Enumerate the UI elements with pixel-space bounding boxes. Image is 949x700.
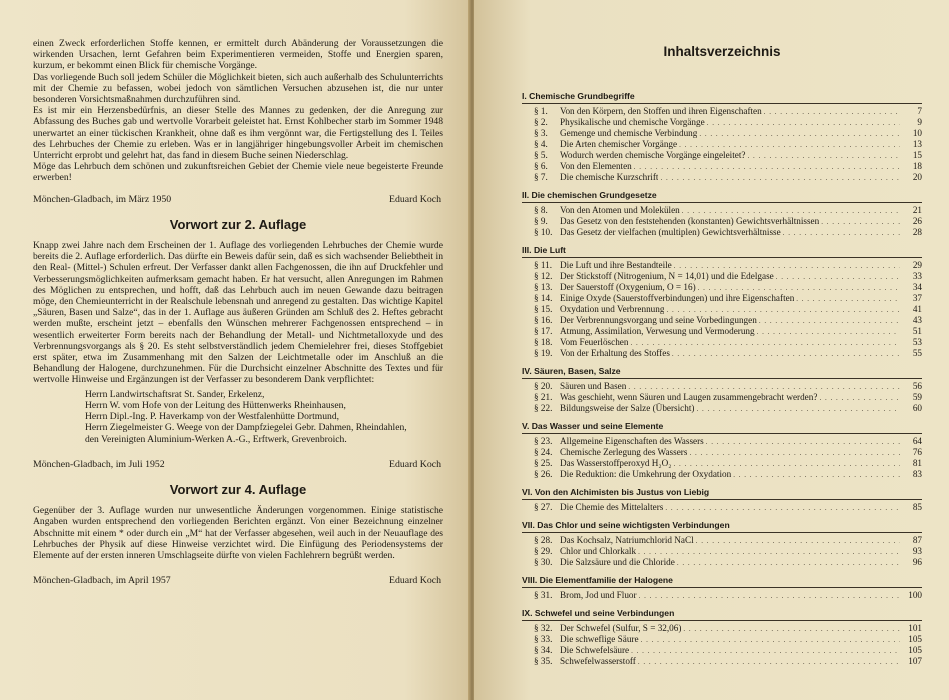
toc-leader-dots: [673, 459, 900, 469]
toc-entry-title: Die Luft und ihre Bestandteile: [560, 260, 672, 270]
toc-entry[interactable]: [522, 293, 922, 304]
toc-entry[interactable]: [522, 502, 922, 513]
toc-entry-page: 55: [912, 348, 922, 358]
toc-entry-title: Brom, Jod und Fluor: [560, 590, 637, 600]
toc-entry-number: § 16.: [534, 315, 553, 325]
toc-entry-number: § 22.: [534, 403, 553, 413]
toc-sections: [522, 91, 922, 667]
toc-leader-dots: [748, 151, 901, 161]
toc-section-rule: [522, 620, 922, 621]
toc-entry-title: Das Gesetz der vielfachen (multiplen) Gewichtsverhältnisse: [560, 227, 781, 237]
preface-paragraph: Möge das Lehrbuch dem schönen und zukunftsreichen Gebiet der Chemie viele neue begeisterte Freunde erwerben!: [33, 161, 443, 184]
toc-leader-dots: [672, 349, 900, 359]
toc-entry[interactable]: [522, 348, 922, 359]
place-date: Mönchen-Gladbach, im März 1950: [33, 193, 172, 205]
toc-entry-title: Die Salzsäure und die Chloride: [560, 557, 675, 567]
toc-leader-dots: [699, 129, 900, 139]
toc-entry-title: Die Schwefelsäure: [560, 645, 630, 655]
toc-entry-number: § 6.: [534, 161, 548, 171]
preface-paragraph: einen Zweck erforderlichen Stoffe kennen, er ermittelt durch Abänderung der Voraussetzungen die wirkenden Ursachen, lernt Gefahren beim Experimentieren vermeiden, Stoffe und Energien sparen, kurzum, er bekommt einen Blick für chemische Vorgänge.: [33, 38, 443, 72]
toc-section-title: I. Chemische Grundbegriffe: [522, 91, 635, 101]
toc-leader-dots: [639, 591, 900, 601]
toc-leader-dots: [638, 547, 900, 557]
left-page: [0, 0, 470, 700]
toc-entry-page: 9: [917, 117, 922, 127]
toc-leader-dots: [634, 162, 900, 172]
toc-entry-number: § 23.: [534, 436, 553, 446]
toc-entry[interactable]: [522, 645, 922, 656]
toc-leader-dots: [660, 173, 900, 183]
toc-entry-page: 18: [912, 161, 922, 171]
toc-entry-page: 15: [912, 150, 922, 160]
toc-section-title: VIII. Die Elementfamilie der Halogene: [522, 575, 673, 585]
toc-section-rule: [522, 378, 922, 379]
toc-section: [522, 190, 922, 238]
toc-entry-title: Der Schwefel (Sulfur, S = 32,06): [560, 623, 682, 633]
toc-entry-page: 29: [912, 260, 922, 270]
toc-section-title: V. Das Wasser und seine Elemente: [522, 421, 664, 431]
toc-entry-page: 51: [912, 326, 922, 336]
toc-entry-page: 85: [912, 502, 922, 512]
toc-section: [522, 421, 922, 480]
toc-entry-title: Chemische Zerlegung des Wassers: [560, 447, 688, 457]
toc-section-rule: [522, 433, 922, 434]
preface-paragraph: Das vorliegende Buch soll jedem Schüler die Möglichkeit bieten, sich auch außerhalb des Schulunterrichts mit der Chemie zu befassen, wobei jedoch von sämtlichen Versuchen abzusehen ist, die nur unter besonderen Vorsichtsmaßnahmen durchzuführen sind.: [33, 71, 443, 106]
toc-leader-dots: [698, 283, 900, 293]
acknowledgement-item: den Vereinigten Aluminium-Werken A.-G., Erftwerk, Grevenbroich.: [85, 433, 347, 445]
toc-section-title: VI. Von den Alchimisten bis Justus von Liebig: [522, 487, 710, 497]
toc-entry-number: § 2.: [534, 117, 548, 127]
toc-entry-title: Was geschieht, wenn Säuren und Laugen zusammengebracht werden?: [560, 392, 818, 402]
toc-entry-page: 96: [912, 557, 922, 567]
toc-entry-page: 81: [912, 458, 922, 468]
toc-leader-dots: [638, 657, 900, 667]
signature-line: [33, 459, 443, 470]
toc-leader-dots: [706, 437, 900, 447]
toc-entry-number: § 29.: [534, 546, 553, 556]
toc-section-title: IV. Säuren, Basen, Salze: [522, 366, 621, 376]
toc-entry-number: § 14.: [534, 293, 553, 303]
toc-entry-page: 64: [912, 436, 922, 446]
toc-entry-number: § 3.: [534, 128, 548, 138]
toc-entry-number: § 25.: [534, 458, 553, 468]
toc-entry[interactable]: [522, 128, 922, 139]
toc-leader-dots: [759, 316, 900, 326]
toc-entry-title: Allgemeine Eigenschaften des Wassers: [560, 436, 704, 446]
toc-entry-page: 76: [912, 447, 922, 457]
acknowledgement-item: Herrn Dipl.-Ing. P. Haverkamp von der Westfalenhütte Dortmund,: [85, 411, 340, 423]
toc-entry-number: § 31.: [534, 590, 553, 600]
toc-title: Inhaltsverzeichnis: [663, 44, 781, 59]
toc-leader-dots: [665, 503, 900, 513]
toc-entry-number: § 11.: [534, 260, 553, 270]
toc-entry-page: 43: [912, 315, 922, 325]
toc-entry-title: Von den Atomen und Molekülen: [560, 205, 680, 215]
toc-leader-dots: [679, 140, 900, 150]
toc-entry-number: § 28.: [534, 535, 553, 545]
toc-entry-page: 101: [908, 623, 922, 633]
toc-section-rule: [522, 103, 922, 104]
toc-entry-title: Wodurch werden chemische Vorgänge eingeleitet?: [560, 150, 746, 160]
toc-entry[interactable]: [522, 227, 922, 238]
toc-entry[interactable]: [522, 623, 922, 634]
toc-entry-number: § 5.: [534, 150, 548, 160]
toc-entry-title: Von den Elementen: [560, 161, 632, 171]
toc-section-title: III. Die Luft: [522, 245, 566, 255]
toc-leader-dots: [674, 261, 900, 271]
toc-entry-number: § 24.: [534, 447, 553, 457]
toc-entry-title: Der Verbrennungsvorgang und seine Vorbedingungen: [560, 315, 757, 325]
toc-leader-dots: [757, 327, 900, 337]
toc-section: [522, 575, 922, 601]
toc-section: [522, 520, 922, 568]
author-signature: Eduard Koch: [389, 193, 441, 205]
toc-entry-number: § 9.: [534, 216, 548, 226]
acknowledgement-list: [33, 389, 443, 445]
toc-entry-page: 26: [912, 216, 922, 226]
toc-section-rule: [522, 587, 922, 588]
toc-entry-page: 7: [917, 106, 922, 116]
toc-entry-page: 83: [912, 469, 922, 479]
toc-entry-title: Bildungsweise der Salze (Übersicht): [560, 403, 695, 413]
toc-leader-dots: [631, 646, 900, 656]
toc-entry[interactable]: [522, 326, 922, 337]
toc-entry-title: Die Arten chemischer Vorgänge: [560, 139, 678, 149]
toc-entry-number: § 34.: [534, 645, 553, 655]
toc-entry[interactable]: [522, 337, 922, 348]
toc-entry-title: Die schweflige Säure: [560, 634, 639, 644]
toc-entry-page: 56: [912, 381, 922, 391]
preface-heading-4th-edition: Vorwort zur 4. Auflage: [169, 481, 307, 497]
toc-section: [522, 487, 922, 513]
toc-leader-dots: [682, 206, 900, 216]
toc-leader-dots: [819, 393, 900, 403]
toc-entry[interactable]: [522, 535, 922, 546]
toc-entry-page: 21: [912, 205, 922, 215]
toc-entry[interactable]: [522, 282, 922, 293]
toc-entry[interactable]: [522, 106, 922, 117]
toc-entry-number: § 1.: [534, 106, 548, 116]
toc-entry-page: 33: [912, 271, 922, 281]
right-page: [474, 0, 949, 700]
toc-entry-page: 59: [912, 392, 922, 402]
toc-leader-dots: [764, 107, 900, 117]
toc-leader-dots: [677, 558, 900, 568]
toc-entry-title: Säuren und Basen: [560, 381, 627, 391]
toc-leader-dots: [628, 382, 900, 392]
toc-entry-title: Das Wasserstoffperoxyd H₂O₂: [560, 458, 672, 468]
toc-leader-dots: [707, 118, 900, 128]
toc-leader-dots: [689, 448, 900, 458]
toc-entry-page: 93: [912, 546, 922, 556]
toc-section-title: II. Die chemischen Grundgesetze: [522, 190, 657, 200]
toc-leader-dots: [696, 536, 900, 546]
toc-entry[interactable]: [522, 139, 922, 150]
toc-entry-title: Physikalische und chemische Vorgänge: [560, 117, 705, 127]
toc-entry-title: Schwefelwasserstoff: [560, 656, 636, 666]
preface-paragraph: Es ist mir ein Herzensbedürfnis, an dieser Stelle des Mannes zu gedenken, der die Anregung zur Abfassung des Buches gab und wertvolle Vorarbeit geleistet hat. Ernst Kohlbecher starb im Sommer 1948 unerwartet an einer tückischen Krankheit, ohne daß es ihm vergönnt war, die Fertigstellung des I. Teiles des Lehrbuches der Chemie zu erleben. Was er in langjähriger hingebungsvoller Arbeit im chemischen Unterricht erprobt und gelehrt hat, das fand in diesem Buche seinen Niederschlag.: [33, 105, 443, 162]
toc-entry-number: § 8.: [534, 205, 548, 215]
preface-heading-2nd-edition: Vorwort zur 2. Auflage: [169, 216, 307, 232]
preface-column: [33, 38, 443, 586]
place-date: Mönchen-Gladbach, im Juli 1952: [33, 458, 165, 470]
toc-entry[interactable]: [522, 150, 922, 161]
toc-leader-dots: [796, 294, 900, 304]
toc-entry-page: 13: [912, 139, 922, 149]
toc-entry[interactable]: [522, 381, 922, 392]
preface-paragraph: Knapp zwei Jahre nach dem Erscheinen der 1. Auflage des vorliegenden Lehrbuches der Chemie wurde bereits die 2. Auflage erforderlich. Das dürfte ein Beweis dafür sein, daß es sich wachsender Beliebtheit in den Real- (Mittel-) Schulen erfreut. Der Verfasser dankt allen Fachgenossen, die ihn auf Druckfehler und Verbesserungsmöglichkeiten aufmerksam gemacht haben. Er hat versucht, allen Anregungen im Rahmen des Möglichen zu entsprechen, und hofft, daß das Lehrbuch auch im neuen Gewande dazu beitragen möge, den Chemieunterricht in der Realschule lebensnah und anregend zu gestalten. Das wichtige Kapitel „Säuren, Basen und Salze“, das in der 1. Auflage aus äußeren Gründen am Schluß des 2. Heftes gebracht werden mußte, erscheint jetzt – ebenfalls den Wünschen mehrerer Fachgenossen entsprechend – in wesentlich erweiterter Form bereits nach der Behandlung der Metall- und Nichtmetalloxyde und des Verbrennungsvorgangs als § 20. Es steht selbstverständlich jedem Chemielehrer frei, dieses Stoffgebiet erst später, etwa im Zusammenhang mit den Salzen der Leichtmetalle oder im Anschluß an die Behandlung der Halogene, durchzunehmen. Für die Durchsicht einzelner Abschnitte des Textes und für wertvolle Hinweise und Ergänzungen ist der Verfasser zu besonderem Dank verpflichtet:: [33, 240, 443, 386]
toc-entry[interactable]: [522, 392, 922, 403]
toc-entry-number: § 35.: [534, 656, 553, 666]
toc-entry-title: Atmung, Assimilation, Verwesung und Vermoderung: [560, 326, 755, 336]
author-signature: Eduard Koch: [389, 575, 441, 587]
toc-entry-number: § 10.: [534, 227, 553, 237]
toc-entry-number: § 17.: [534, 326, 553, 336]
toc-entry[interactable]: [522, 458, 922, 469]
author-signature: Eduard Koch: [389, 458, 441, 470]
toc-leader-dots: [630, 338, 900, 348]
preface-paragraph: Gegenüber der 3. Auflage wurden nur unwesentliche Änderungen vorgenommen. Einige statistische Angaben wurden entsprechend den vorliegenden Berichten ergänzt. Von einer Bezeichnung einzelner Abschnitte mit einem * oder durch ein „M“ hat der Verfasser abgesehen, weil auch in der Neuauflage des Lehrbuches der Physik auf diese Hinweise verzichtet wird. Die Einfügung des Periodensystems der Elemente auf der ersten inneren Umschlagseite dürfte von vielen Fachlehrern begrüßt werden.: [33, 505, 443, 561]
toc-section-title: VII. Das Chlor und seine wichtigsten Verbindungen: [522, 520, 730, 530]
toc-entry-number: § 7.: [534, 172, 548, 182]
toc-leader-dots: [666, 305, 900, 315]
toc-leader-dots: [696, 404, 900, 414]
toc-entry-page: 105: [908, 645, 922, 655]
toc-entry-page: 28: [912, 227, 922, 237]
toc-entry-page: 34: [912, 282, 922, 292]
toc-entry-title: Das Gesetz von den feststehenden (konstanten) Gewichtsverhältnissen: [560, 216, 820, 226]
toc-entry-title: Gemenge und chemische Verbindung: [560, 128, 698, 138]
toc-entry-number: § 18.: [534, 337, 553, 347]
toc-entry-number: § 33.: [534, 634, 553, 644]
toc-entry[interactable]: [522, 590, 922, 601]
toc-entry[interactable]: [522, 634, 922, 645]
toc-entry-number: § 26.: [534, 469, 553, 479]
toc-entry-title: Der Stickstoff (Nitrogenium, N = 14,01) und die Edelgase: [560, 271, 774, 281]
toc-leader-dots: [683, 624, 900, 634]
toc-entry[interactable]: [522, 271, 922, 282]
toc-entry-page: 53: [912, 337, 922, 347]
acknowledgement-item: Herrn Ziegelmeister G. Weege von der Dampfziegelei Gebr. Dahmen, Rheindahlen,: [85, 422, 407, 434]
toc-entry-page: 37: [912, 293, 922, 303]
toc-section-rule: [522, 202, 922, 203]
toc-entry-number: § 4.: [534, 139, 548, 149]
toc-entry-title: Der Sauerstoff (Oxygenium, O = 16): [560, 282, 696, 292]
toc-entry-number: § 12.: [534, 271, 553, 281]
toc-entry-page: 87: [912, 535, 922, 545]
toc-entry-title: Die chemische Kurzschrift: [560, 172, 659, 182]
toc-entry-number: § 32.: [534, 623, 553, 633]
toc-entry-title: Das Kochsalz, Natriumchlorid NaCl: [560, 535, 694, 545]
signature-line: [33, 194, 443, 205]
toc-entry-title: Von der Erhaltung des Stoffes: [560, 348, 670, 358]
toc-entry-title: Einige Oxyde (Sauerstoffverbindungen) und ihre Eigenschaften: [560, 293, 795, 303]
toc-entry-page: 41: [912, 304, 922, 314]
toc-entry[interactable]: [522, 403, 922, 414]
toc-entry-title: Oxydation und Verbrennung: [560, 304, 665, 314]
toc-entry[interactable]: [522, 260, 922, 271]
toc-section: [522, 245, 922, 359]
toc-entry[interactable]: [522, 304, 922, 315]
toc-entry[interactable]: [522, 172, 922, 183]
toc-section-rule: [522, 257, 922, 258]
toc-section: [522, 608, 922, 667]
toc-leader-dots: [783, 228, 900, 238]
toc-entry-page: 20: [912, 172, 922, 182]
toc-entry[interactable]: [522, 557, 922, 568]
toc-entry-number: § 27.: [534, 502, 553, 512]
toc-entry-page: 107: [908, 656, 922, 666]
toc-entry-title: Die Reduktion: die Umkehrung der Oxydation: [560, 469, 732, 479]
toc-entry[interactable]: [522, 216, 922, 227]
toc-entry-page: 100: [908, 590, 922, 600]
toc-entry-number: § 19.: [534, 348, 553, 358]
signature-line: [33, 575, 443, 586]
toc-section-title: IX. Schwefel und seine Verbindungen: [522, 608, 675, 618]
toc-entry[interactable]: [522, 469, 922, 480]
toc-entry-number: § 30.: [534, 557, 553, 567]
toc-section: [522, 91, 922, 183]
toc-entry-page: 60: [912, 403, 922, 413]
toc-entry-page: 10: [912, 128, 922, 138]
toc-entry[interactable]: [522, 161, 922, 172]
toc-entry[interactable]: [522, 447, 922, 458]
acknowledgement-item: Herrn Landwirtschaftsrat St. Sander, Erkelenz,: [85, 388, 265, 400]
toc-entry-title: Von den Körpern, den Stoffen und ihren Eigenschaften: [560, 106, 762, 116]
toc-leader-dots: [776, 272, 900, 282]
toc-entry[interactable]: [522, 315, 922, 326]
table-of-contents: [522, 44, 922, 674]
toc-section-rule: [522, 499, 922, 500]
toc-entry-number: § 20.: [534, 381, 553, 391]
toc-section-rule: [522, 532, 922, 533]
acknowledgement-item: Herrn W. vom Hofe von der Leitung des Hüttenwerks Rheinhausen,: [85, 399, 346, 411]
toc-entry[interactable]: [522, 436, 922, 447]
toc-entry[interactable]: [522, 205, 922, 216]
toc-entry-title: Chlor und Chlorkalk: [560, 546, 637, 556]
toc-entry-title: Vom Feuerlöschen: [560, 337, 629, 347]
toc-entry-number: § 15.: [534, 304, 553, 314]
toc-leader-dots: [733, 470, 900, 480]
toc-entry-number: § 13.: [534, 282, 553, 292]
toc-entry[interactable]: [522, 546, 922, 557]
toc-entry[interactable]: [522, 117, 922, 128]
toc-entry-title: Die Chemie des Mittelalters: [560, 502, 664, 512]
toc-entry-number: § 21.: [534, 392, 553, 402]
toc-entry[interactable]: [522, 656, 922, 667]
toc-leader-dots: [641, 635, 900, 645]
toc-entry-page: 105: [908, 634, 922, 644]
toc-leader-dots: [821, 217, 900, 227]
place-date: Mönchen-Gladbach, im April 1957: [33, 575, 171, 587]
toc-section: [522, 366, 922, 414]
